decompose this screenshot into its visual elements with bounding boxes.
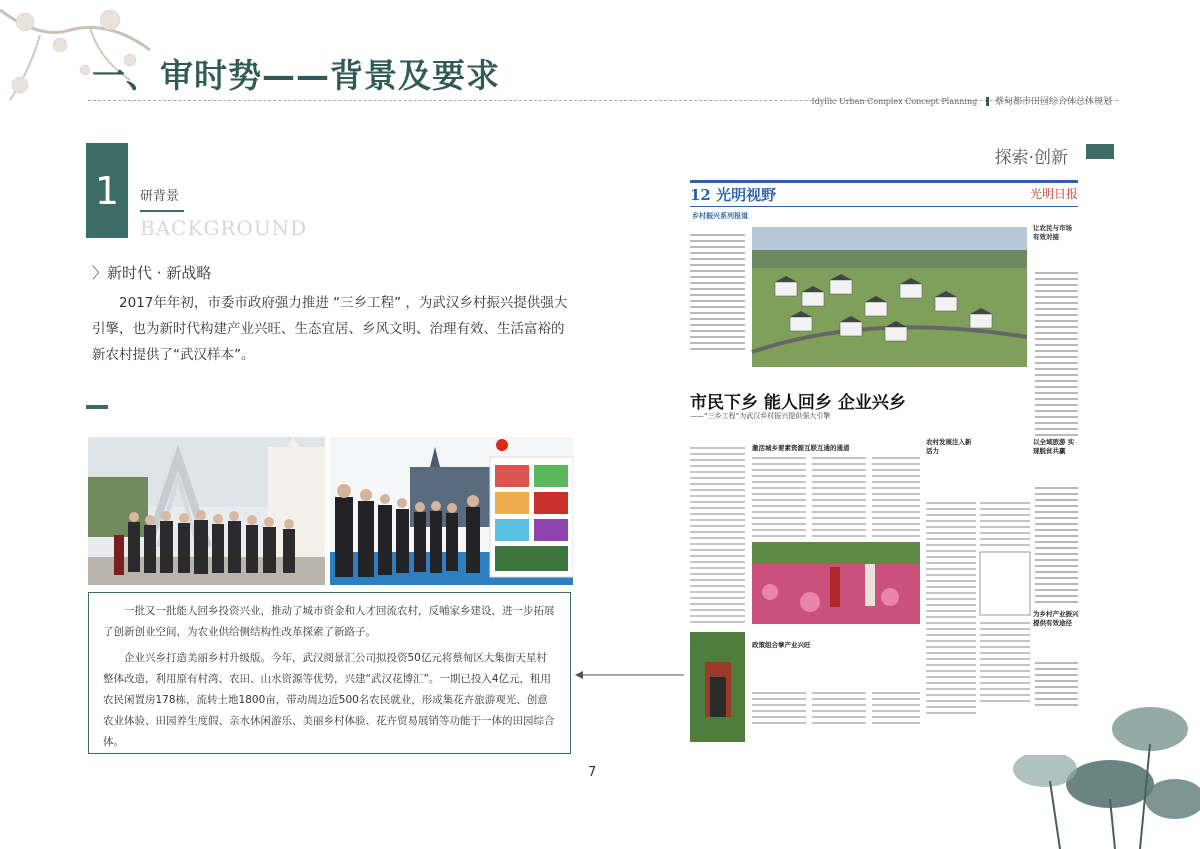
photo-visitors-arch bbox=[88, 437, 325, 585]
caption-paragraph-1: 一批又一批能人回乡投资兴业，推动了城市资金和人才回流农村，反哺家乡建设，进一步拓展了创新创业空间，为农业供给侧结构性改革探索了新路子。 bbox=[103, 605, 555, 638]
subtitle-marker bbox=[986, 97, 989, 106]
newspaper-subhead-3: 政策组合拳产业兴旺 bbox=[752, 641, 811, 649]
newspaper-subheadline: ——“三乡工程”为武汉乡村振兴提供强大引擎 bbox=[690, 412, 831, 420]
section-tag: 探索·创新 bbox=[994, 148, 1068, 168]
section-title-en: BACKGROUND bbox=[140, 216, 308, 240]
newspaper-clipping bbox=[684, 178, 1084, 755]
header-subtitle bbox=[812, 94, 1112, 107]
intro-heading: 〉新时代 · 新战略 bbox=[92, 264, 212, 282]
subtitle-cn: 蔡甸都市田园综合体总体规划 bbox=[994, 97, 1112, 107]
section-title: 研背景 bbox=[140, 189, 180, 204]
newspaper-subhead-2: 农村发展注入新活力 bbox=[926, 438, 972, 455]
accent-bar bbox=[86, 405, 108, 409]
photo-exhibition bbox=[330, 437, 573, 585]
newspaper-side-1: 让农民与市场 有效对接 bbox=[1033, 224, 1072, 241]
connector-line bbox=[575, 620, 695, 680]
newspaper-layout bbox=[690, 222, 1078, 742]
tag-block bbox=[1086, 144, 1114, 159]
chevron-right-icon: 〉 bbox=[92, 264, 108, 282]
intro-paragraph: 2017年年初，市委市政府强力推进 “三乡工程” ，为武汉乡村振兴提供强大引擎，也为新时代构建产业兴旺、生态宜居、乡风文明、治理有效、生活富裕的新农村提供了“武汉样本”。 bbox=[92, 295, 568, 363]
newspaper-page-header: 12 光明视野 bbox=[690, 186, 777, 204]
newspaper-side-3: 为乡村产业振兴 提供有效途径 bbox=[1033, 610, 1079, 627]
newspaper-subhead-1: 激活城乡要素资源互联互通的通道 bbox=[752, 444, 850, 452]
caption-box bbox=[88, 592, 571, 754]
section-underline bbox=[140, 210, 184, 212]
caption-paragraph-2: 企业兴乡打造美丽乡村升级版。今年，武汉阅景汇公司拟投资50亿元将蔡甸区大集街天星村整体改造，利用原有村湾、农田、山水资源等优势，兴建“武汉花博汇”。一期已投入4亿元，租用农民闲置房178栋，流转土地1800亩，带动周边近500名农民就业，形成集花卉旅游观光、创意农业体验、田园养生度假、亲水休闲游乐、美丽乡村体验、花卉贸易展销等功能于一体的田园综合体。 bbox=[103, 652, 555, 748]
newspaper-headline: 市民下乡 能人回乡 企业兴乡 bbox=[690, 393, 906, 413]
subtitle-en: Idyllic Urban Complex Concept Planning bbox=[811, 97, 978, 106]
page-title: 一、审时势——背景及要求 bbox=[92, 56, 500, 95]
page-number: 7 bbox=[588, 765, 597, 780]
newspaper-series: 乡村振兴系列报道 bbox=[692, 212, 748, 220]
section-number: 1 bbox=[86, 143, 128, 238]
newspaper-side-2: 以全域旅游 实现脱贫共赢 bbox=[1033, 438, 1075, 455]
newspaper-masthead: 光明日报 bbox=[1029, 187, 1078, 201]
